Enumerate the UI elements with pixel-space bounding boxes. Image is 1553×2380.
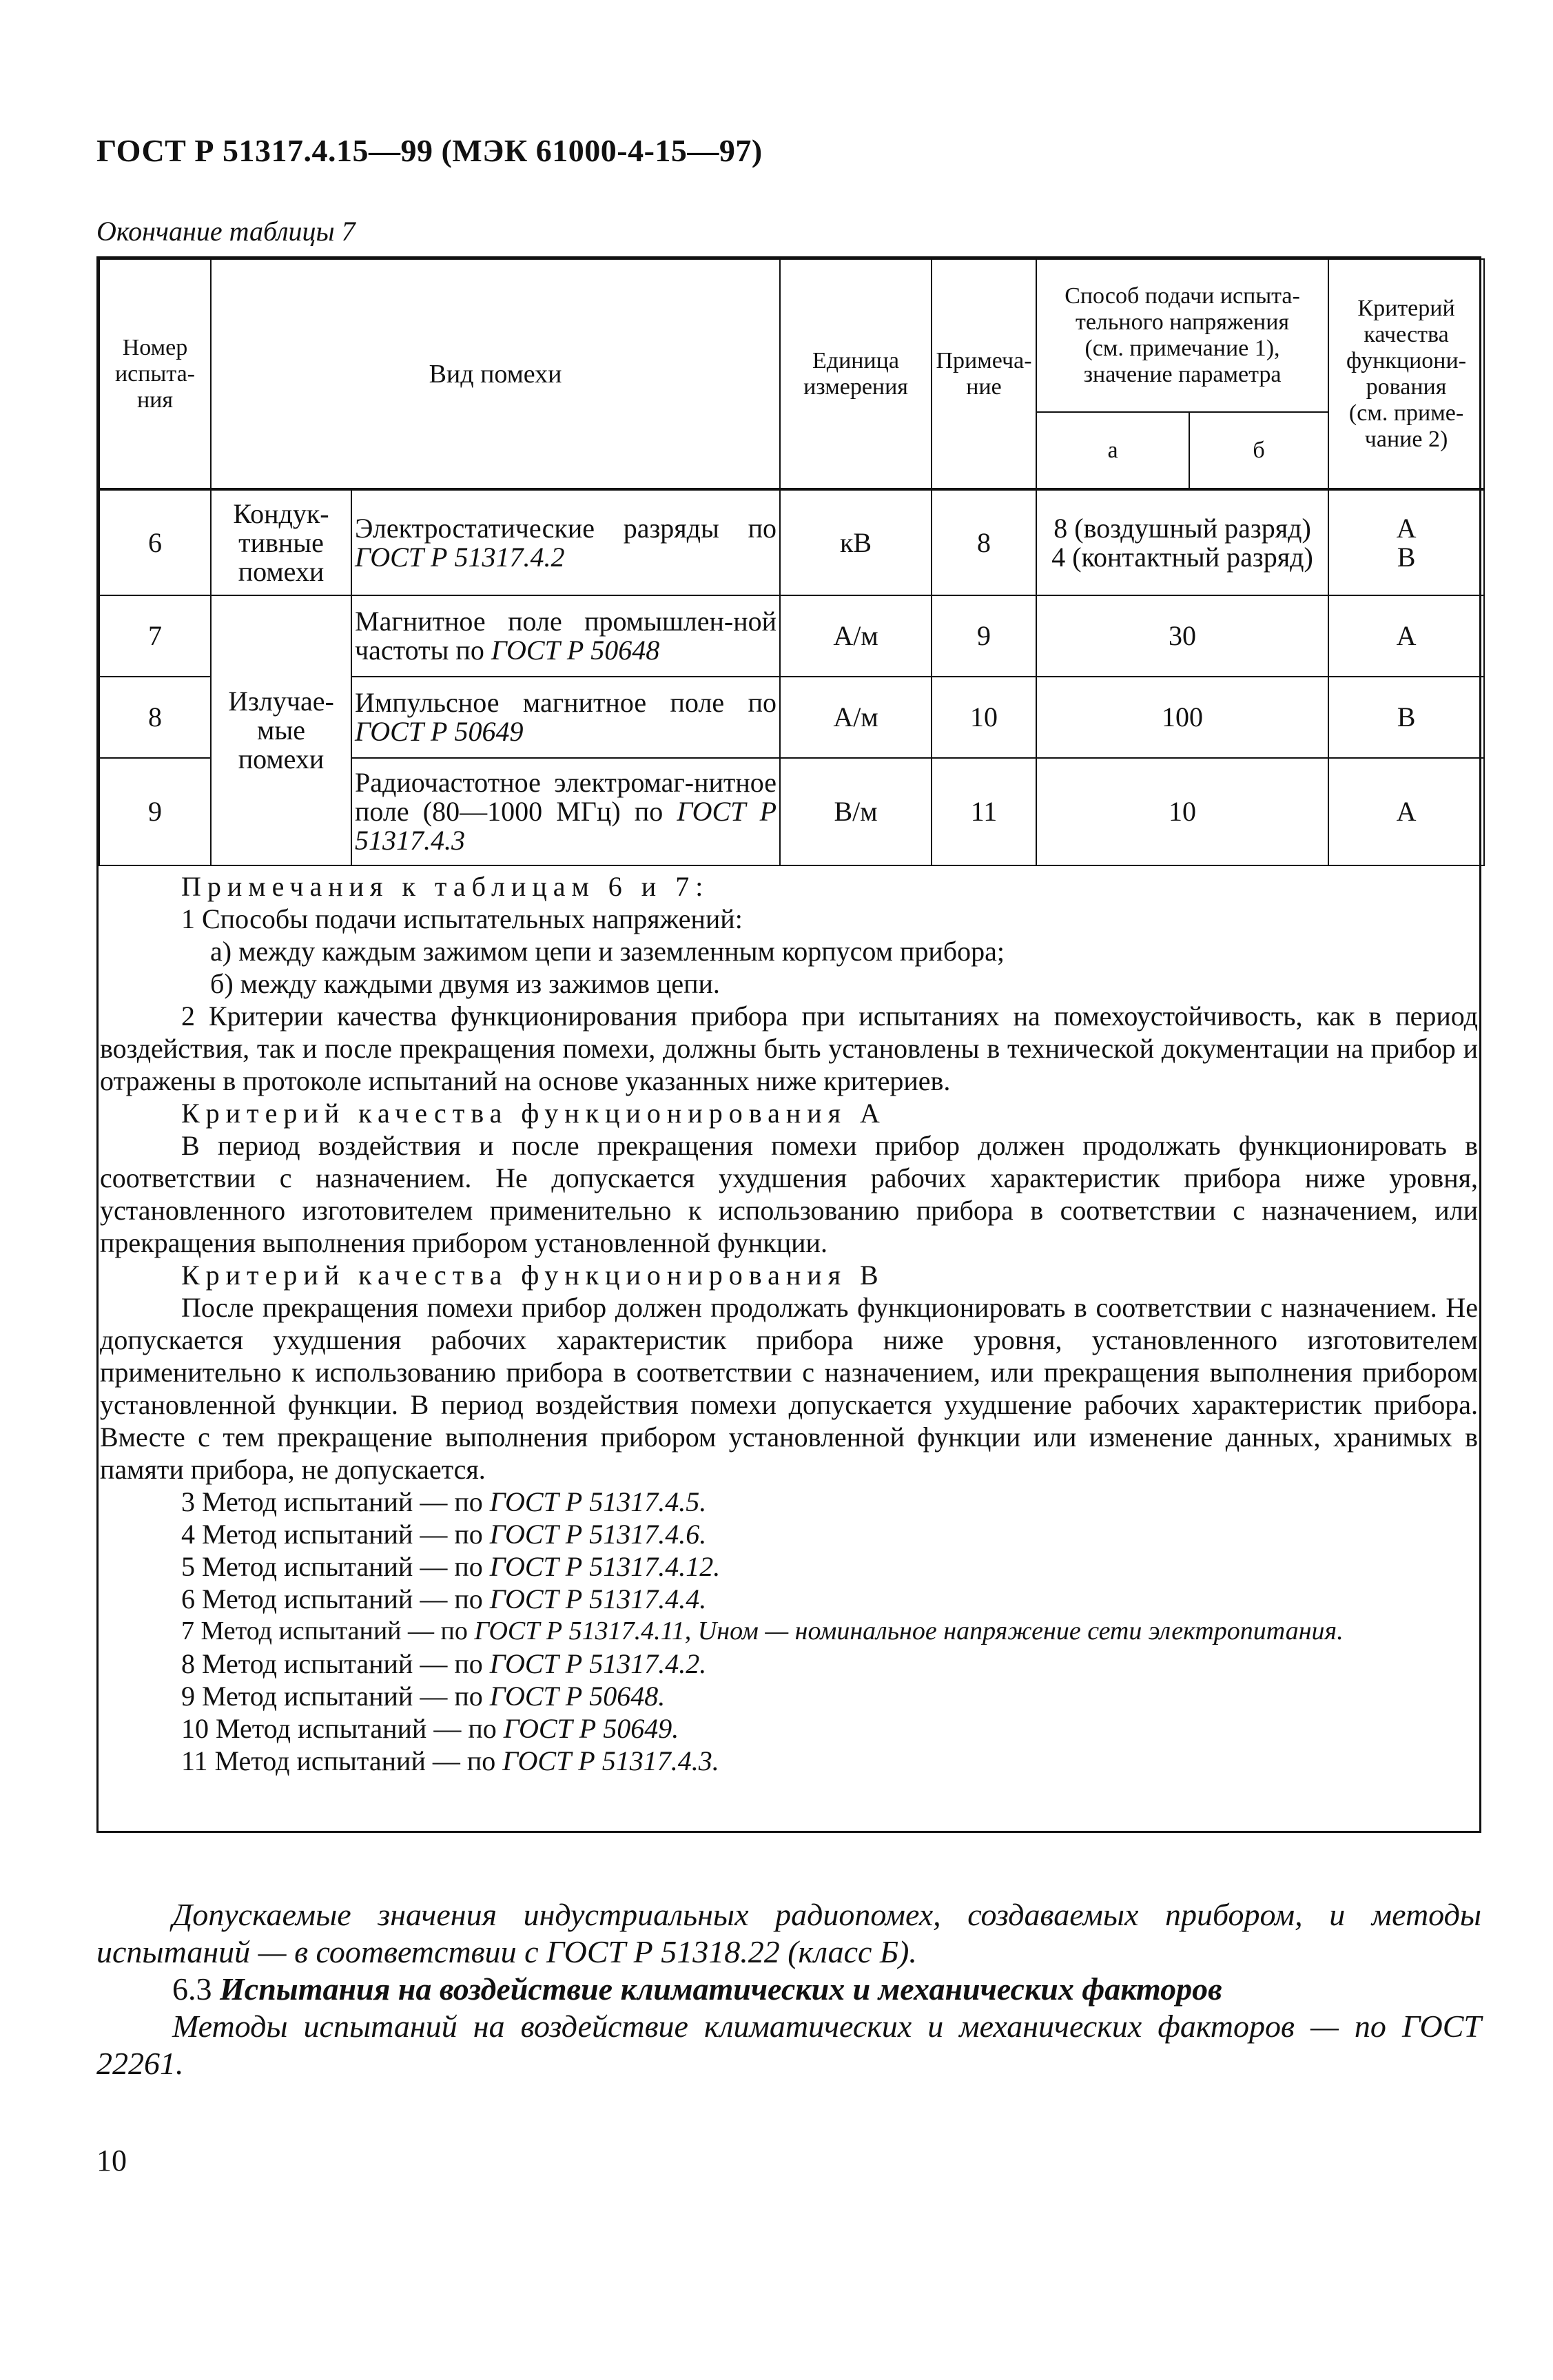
row-8-criteria: В xyxy=(1328,677,1484,758)
notes-title: Примечания к таблицам 6 и 7: xyxy=(181,871,710,902)
header-method-a: а xyxy=(1036,412,1189,489)
row-9-number: 9 xyxy=(99,758,211,865)
document-header: ГОСТ Р 51317.4.15—99 (МЭК 61000-4-15—97) xyxy=(96,133,763,168)
criteria-b-text: После прекращения помехи прибор должен продолжать функционировать в соответствии с назначением. Не допускается ухудшения рабочих характеристик прибора ниже уровня, установленного изготовителем применительно к использованию прибора в соответствии с назначением, или прекращения выполнения прибором установленной функции. В период воздействия помехи допускается ухудшение рабочих характеристик прибора. Вместе с тем прекращение выполнения прибором установленной функции или изменение данных, хранимых в памяти прибора, не допускается. xyxy=(100,1292,1478,1485)
row-9-description: Радиочастотное электромаг-нитное поле (80—1000 МГц) по ГОСТ Р 51317.4.3 xyxy=(351,758,780,865)
method-note-9: 9 Метод испытаний — по ГОСТ Р 50648. xyxy=(181,1681,666,1712)
method-note-7: 7 Метод испытаний — по ГОСТ Р 51317.4.11, Uном — номинальное напряжение сети электропитания. xyxy=(181,1617,1344,1645)
header-criteria: Критерий качества функциони- рования (см. приме- чание 2) xyxy=(1328,259,1484,489)
header-unit: Единица измерения xyxy=(780,259,932,489)
table-row xyxy=(99,595,1484,677)
header-note: Примеча- ние xyxy=(932,259,1036,489)
note-1b: б) между каждыми двумя из зажимов цепи. xyxy=(210,968,720,999)
test-table xyxy=(99,258,1485,866)
method-note-8: 8 Метод испытаний — по ГОСТ Р 51317.4.2. xyxy=(181,1648,707,1679)
method-note-10: 10 Метод испытаний — по ГОСТ Р 50649. xyxy=(181,1713,679,1744)
row-6-note: 8 xyxy=(932,489,1036,595)
table-row xyxy=(99,489,1484,595)
row-7-number: 7 xyxy=(99,595,211,677)
header-method: Способ подачи испыта- тельного напряжения (см. примечание 1), значение параметра xyxy=(1036,259,1328,412)
row-7-unit: А/м xyxy=(780,595,932,677)
table-frame xyxy=(96,256,1481,1833)
row-6-criteria: А В xyxy=(1328,489,1484,595)
row-9-value: 10 xyxy=(1036,758,1328,865)
header-interference-type: Вид помехи xyxy=(211,259,780,489)
row-8-description: Импульсное магнитное поле по ГОСТ Р 50649 xyxy=(351,677,780,758)
row-7-9-group: Излучае- мые помехи xyxy=(211,595,351,865)
row-9-note: 11 xyxy=(932,758,1036,865)
criteria-a-title: Критерий качества функционирования А xyxy=(181,1098,886,1129)
body-text xyxy=(96,1896,1481,2082)
row-7-value: 30 xyxy=(1036,595,1328,677)
row-6-number: 6 xyxy=(99,489,211,595)
method-note-6: 6 Метод испытаний — по ГОСТ Р 51317.4.4. xyxy=(181,1583,707,1614)
row-6-group: Кондук- тивные помехи xyxy=(211,489,351,595)
section-6-3-heading: 6.3 Испытания на воздействие климатических и механических факторов xyxy=(172,1971,1222,2007)
row-7-description: Магнитное поле промышлен-ной частоты по ГОСТ Р 50648 xyxy=(351,595,780,677)
row-7-criteria: А xyxy=(1328,595,1484,677)
criteria-b-title: Критерий качества функционирования В xyxy=(181,1260,885,1291)
row-7-note: 9 xyxy=(932,595,1036,677)
row-8-number: 8 xyxy=(99,677,211,758)
note-1: 1 Способы подачи испытательных напряжений: xyxy=(181,903,743,934)
page-number: 10 xyxy=(96,2144,127,2177)
row-8-unit: А/м xyxy=(780,677,932,758)
radio-interference-paragraph: Допускаемые значения индустриальных радиопомех, создаваемых прибором, и методы испытаний — в соответствии с ГОСТ Р 51318.22 (класс Б). xyxy=(96,1897,1481,1969)
criteria-a-text: В период воздействия и после прекращения помехи прибор должен продолжать функционировать в соответствии с назначением. Не допускается ухудшения рабочих характеристик прибора ниже уровня, установленного изготовителем применительно к использованию прибора в соответствии с назначением, или прекращения выполнения прибором установленной функции. xyxy=(100,1130,1478,1258)
note-1a: а) между каждым зажимом цепи и заземленным корпусом прибора; xyxy=(210,936,1005,967)
note-2: 2 Критерии качества функционирования прибора при испытаниях на помехоустойчивость, как в период воздействия, так и после прекращения помехи, должны быть установлены в технической документации на прибор и отражены в протоколе испытаний на основе указанных ниже критериев. xyxy=(100,1001,1478,1096)
row-9-criteria: А xyxy=(1328,758,1484,865)
row-8-note: 10 xyxy=(932,677,1036,758)
header-test-number: Номер испыта- ния xyxy=(99,259,211,489)
row-6-description: Электростатические разряды по ГОСТ Р 51317.4.2 xyxy=(351,489,780,595)
table-caption: Окончание таблицы 7 xyxy=(96,216,356,247)
method-note-11: 11 Метод испытаний — по ГОСТ Р 51317.4.3. xyxy=(181,1745,719,1776)
row-6-unit: кВ xyxy=(780,489,932,595)
method-note-5: 5 Метод испытаний — по ГОСТ Р 51317.4.12. xyxy=(181,1551,721,1582)
header-method-b: б xyxy=(1189,412,1328,489)
method-note-3: 3 Метод испытаний — по ГОСТ Р 51317.4.5. xyxy=(181,1486,707,1517)
row-8-value: 100 xyxy=(1036,677,1328,758)
table-notes xyxy=(100,870,1478,1777)
row-9-unit: В/м xyxy=(780,758,932,865)
climatic-methods-paragraph: Методы испытаний на воздействие климатических и механических факторов — по ГОСТ 22261. xyxy=(96,2009,1481,2081)
row-6-value: 8 (воздушный разряд) 4 (контактный разряд) xyxy=(1036,489,1328,595)
method-note-4: 4 Метод испытаний — по ГОСТ Р 51317.4.6. xyxy=(181,1519,707,1550)
methods-list xyxy=(100,1486,1478,1777)
